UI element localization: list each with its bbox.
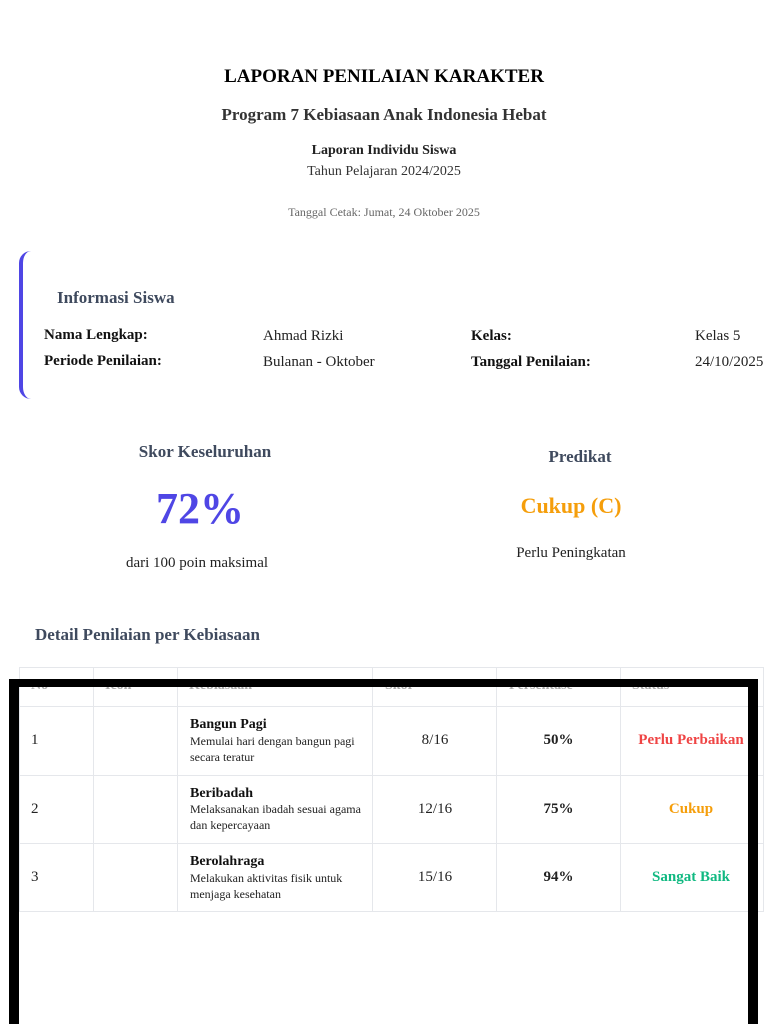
habit-score: 8/16 [421, 732, 449, 748]
class-value: Kelas 5 [695, 328, 741, 344]
row-number: 3 [31, 869, 39, 885]
frame-border [9, 679, 758, 687]
habit-name: Berolahraga [190, 854, 265, 869]
habit-name: Beribadah [190, 786, 254, 801]
print-date: Tanggal Cetak: Jumat, 24 Oktober 2025 [288, 205, 480, 219]
name-label: Nama Lengkap: [44, 327, 148, 343]
row-number: 1 [31, 732, 39, 748]
habit-description: Melakukan aktivitas fisik untuk menjaga kesehatan [190, 871, 343, 901]
predicate-subtext: Perlu Peningkatan [516, 545, 626, 561]
detail-title: Detail Penilaian per Kebiasaan [35, 625, 260, 644]
overall-score-label: Skor Keseluruhan [138, 442, 272, 461]
habit-status: Sangat Baik [652, 869, 730, 885]
overall-score-subtext: dari 100 poin maksimal [125, 555, 269, 571]
table-divider [93, 667, 94, 912]
row-number: 2 [31, 801, 39, 817]
period-value: Bulanan - Oktober [263, 354, 375, 370]
class-label: Kelas: [471, 328, 512, 344]
habit-score: 12/16 [417, 801, 453, 817]
report-title: LAPORAN PENILAIAN KARAKTER [224, 66, 544, 87]
habit-score: 15/16 [417, 869, 453, 885]
period-label: Periode Penilaian: [44, 353, 162, 369]
date-value: 24/10/2025 [695, 354, 764, 370]
name-value: Ahmad Rizki [263, 328, 344, 344]
habit-name: Bangun Pagi [190, 717, 267, 732]
school-year: Tahun Pelajaran 2024/2025 [307, 164, 461, 179]
table-divider [19, 911, 764, 912]
habit-description: Melaksanakan ibadah sesuai agama dan kepercayaan [190, 802, 361, 832]
table-divider [19, 843, 764, 844]
overall-score-value: 72% [156, 484, 244, 533]
predicate-label: Predikat [548, 447, 612, 466]
habit-percentage: 50% [543, 732, 574, 748]
habit-percentage: 75% [543, 801, 574, 817]
frame-border [9, 679, 19, 1024]
habit-description: Memulai hari dengan bangun pagi secara teratur [190, 734, 355, 764]
frame-border [748, 679, 758, 1024]
table-divider [177, 667, 178, 912]
student-info-card [19, 251, 768, 399]
student-info-title: Informasi Siswa [57, 288, 175, 307]
date-label: Tanggal Penilaian: [471, 354, 591, 370]
predicate-value: Cukup (C) [520, 493, 622, 518]
habit-percentage: 94% [543, 869, 574, 885]
table-divider [19, 706, 764, 707]
table-divider [19, 775, 764, 776]
report-subtitle: Program 7 Kebiasaan Anak Indonesia Hebat [221, 105, 547, 124]
habit-status: Perlu Perbaikan [638, 732, 744, 748]
habit-status: Cukup [668, 801, 714, 817]
report-type: Laporan Individu Siswa [311, 143, 457, 158]
